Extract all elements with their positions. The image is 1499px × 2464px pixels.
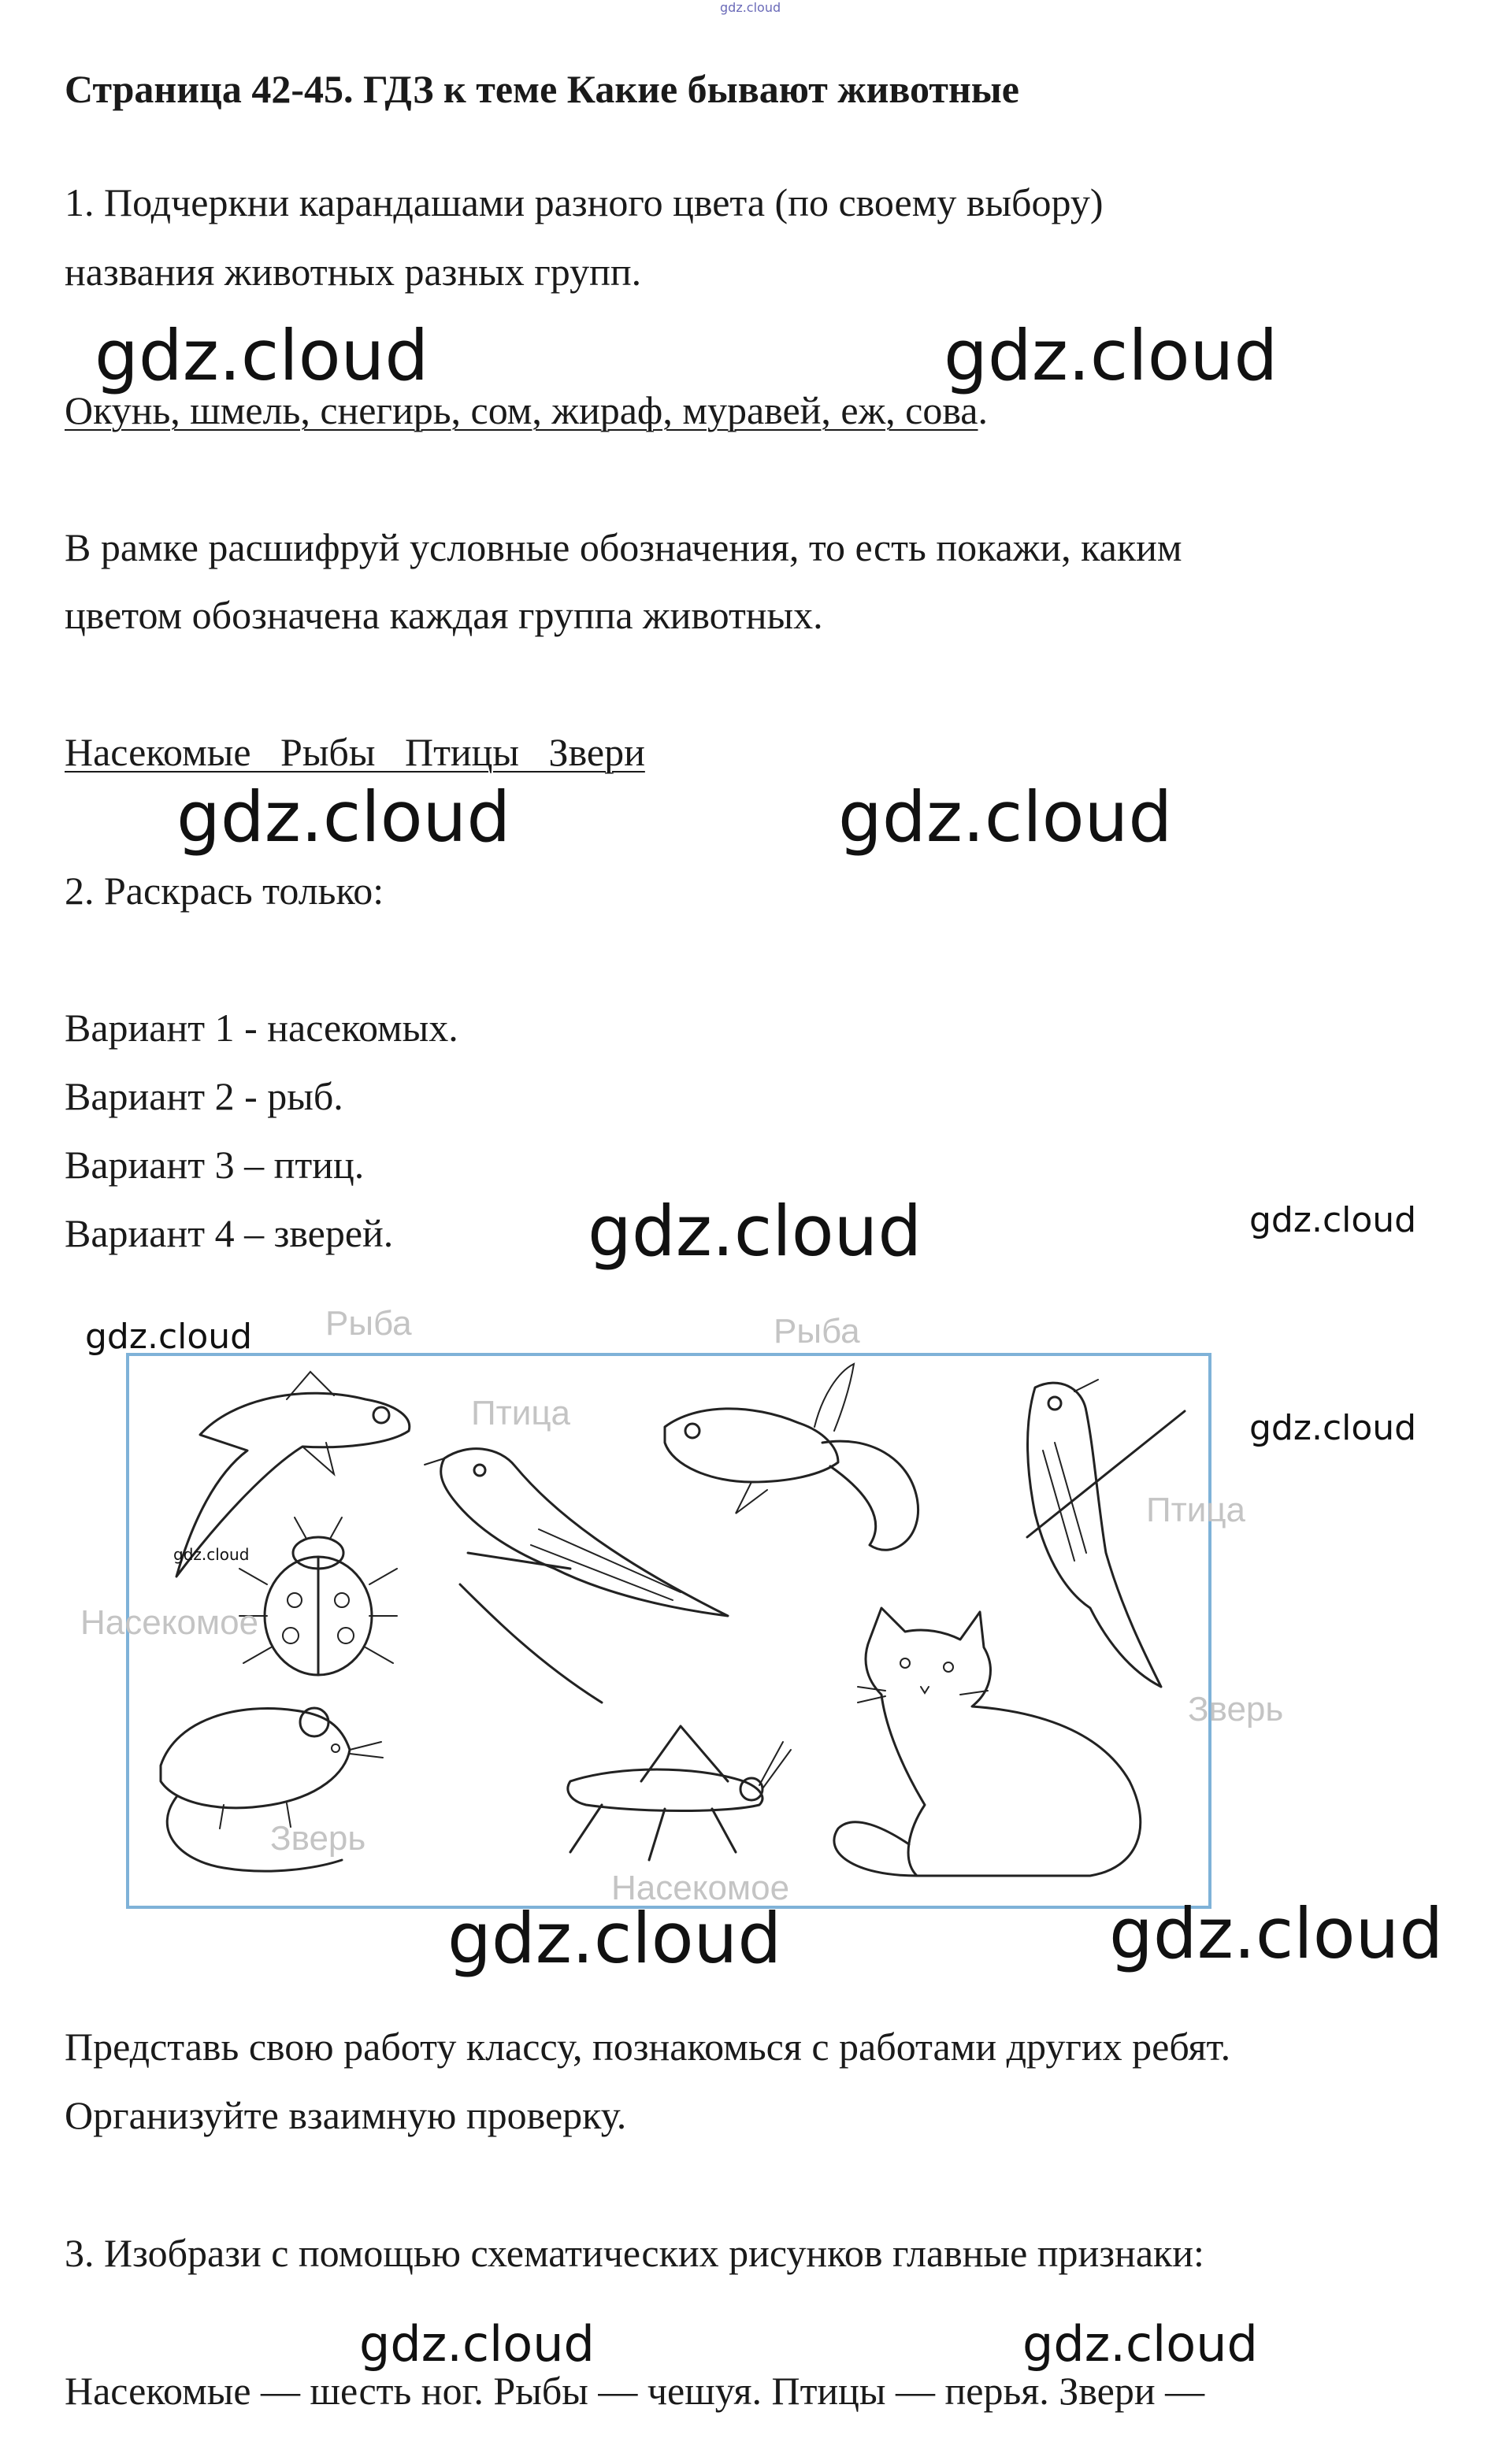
label-fish-2: Рыба — [774, 1312, 860, 1351]
watermark-12: gdz.cloud — [359, 2315, 595, 2373]
after-figure-line1: Представь свою работу классу, познакомься с работами других ребят. — [65, 2025, 1231, 2069]
label-insect-1: Насекомое — [80, 1603, 259, 1642]
watermark-7: gdz.cloud — [85, 1317, 253, 1357]
watermark-6: gdz.cloud — [1249, 1200, 1417, 1240]
watermark-8: gdz.cloud — [1249, 1408, 1417, 1448]
grasshopper-drawing — [568, 1726, 791, 1860]
task1-line1: 1. Подчеркни карандашами разного цвета (по своему выбору) — [65, 180, 1104, 224]
watermark-4: gdz.cloud — [838, 776, 1173, 858]
top-watermark: gdz.cloud — [720, 0, 781, 15]
watermark-11: gdz.cloud — [1109, 1893, 1444, 1974]
bird1-drawing — [425, 1449, 728, 1703]
after-figure-line2: Организуйте взаимную проверку. — [65, 2093, 627, 2137]
variant-1: Вариант 1 - насекомых. — [65, 1006, 458, 1050]
legend-intro-line2: цветом обозначена каждая группа животных. — [65, 593, 823, 637]
animals-underlined: Окунь, шмель, снегирь, сом, жираф, муравей, еж, сова — [65, 388, 978, 432]
label-fish-1: Рыба — [325, 1304, 412, 1343]
task2-heading: 2. Раскрась только: — [65, 869, 384, 913]
watermark-9: gdz.cloud — [173, 1545, 250, 1564]
watermark-13: gdz.cloud — [1022, 2315, 1258, 2373]
task3-answer: Насекомые — шесть ног. Рыбы — чешуя. Птицы — перья. Звери — — [65, 2369, 1205, 2413]
ladybug-drawing — [239, 1517, 397, 1675]
watermark-3: gdz.cloud — [176, 776, 511, 858]
label-bird-2: Птица — [1146, 1491, 1246, 1529]
task3-heading: 3. Изобрази с помощью схематических рисунков главные признаки: — [65, 2231, 1204, 2275]
legend-groups: Насекомые Рыбы Птицы Звери — [65, 730, 645, 774]
variant-2: Вариант 2 - рыб. — [65, 1074, 343, 1118]
fish2-drawing — [665, 1364, 918, 1550]
variant-3: Вариант 3 – птиц. — [65, 1143, 365, 1187]
cat-drawing — [834, 1608, 1141, 1876]
label-mammal-2: Зверь — [1188, 1690, 1284, 1729]
bird2-drawing — [1027, 1380, 1185, 1687]
label-insect-2: Насекомое — [611, 1869, 790, 1907]
watermark-2: gdz.cloud — [944, 315, 1278, 396]
watermark-5: gdz.cloud — [588, 1191, 922, 1272]
variant-4: Вариант 4 – зверей. — [65, 1211, 394, 1255]
watermark-1: gdz.cloud — [95, 315, 429, 396]
animals-period: . — [978, 388, 988, 432]
watermark-10: gdz.cloud — [447, 1898, 782, 1979]
task1-line2: названия животных разных групп. — [65, 250, 642, 294]
legend-intro-line1: В рамке расшифруй условные обозначения, то есть покажи, каким — [65, 525, 1182, 569]
label-mammal-1: Зверь — [270, 1819, 366, 1858]
page-title: Страница 42-45. ГДЗ к теме Какие бывают животные — [65, 67, 1019, 111]
label-bird-1: Птица — [471, 1394, 571, 1432]
